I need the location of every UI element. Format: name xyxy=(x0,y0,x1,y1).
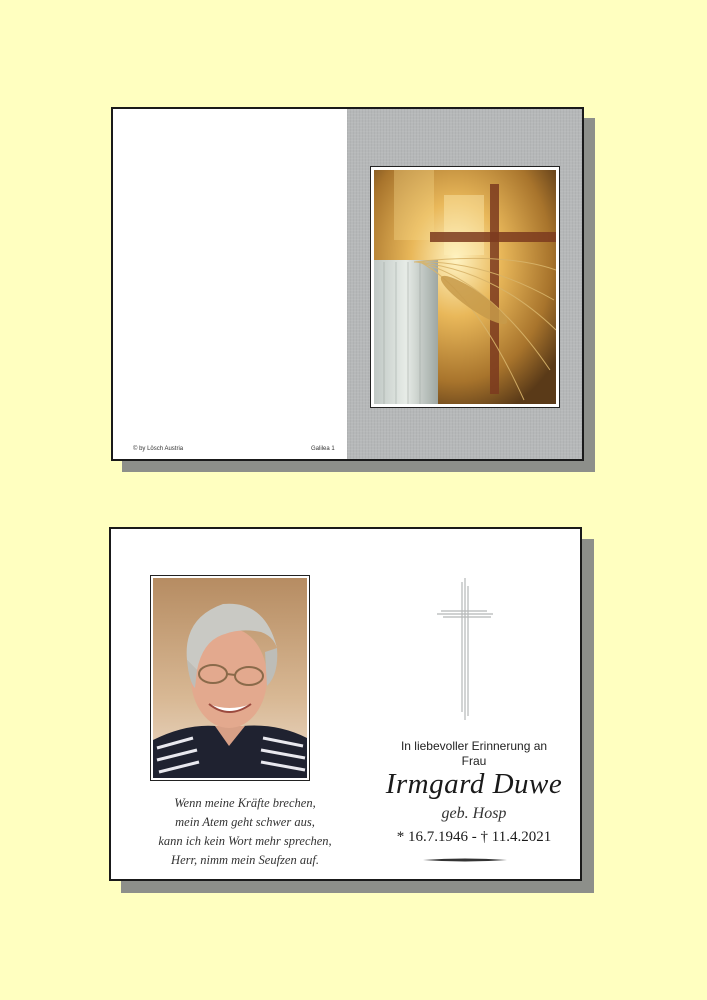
poem-line: kann ich kein Wort mehr sprechen, xyxy=(158,834,332,848)
cover-picture xyxy=(370,166,560,408)
design-code: Galilea 1 xyxy=(311,446,335,452)
intro-text: In liebevoller Erinnerung an xyxy=(400,739,548,753)
title-text: Frau xyxy=(461,754,487,768)
latin-cross-icon xyxy=(435,576,495,722)
poem xyxy=(125,794,365,870)
outer-card xyxy=(111,107,584,461)
poem-line: Herr, nimm mein Seufzen auf. xyxy=(171,853,319,867)
birth-name: geb. Hosp xyxy=(441,805,507,822)
deceased-name: Irmgard Duwe xyxy=(385,768,563,800)
cross-wheat-book-image xyxy=(374,170,556,404)
inner-card xyxy=(109,527,582,881)
portrait-frame xyxy=(150,575,310,781)
life-dates: * 16.7.1946 - † 11.4.2021 xyxy=(396,829,552,845)
woman-portrait-photo xyxy=(153,578,307,778)
poem-line: Wenn meine Kräfte brechen, xyxy=(174,796,316,810)
poem-line: mein Atem geht schwer aus, xyxy=(175,815,315,829)
copyright-text: © by Lösch Austria xyxy=(133,446,184,452)
ornament-divider-icon xyxy=(423,856,507,864)
